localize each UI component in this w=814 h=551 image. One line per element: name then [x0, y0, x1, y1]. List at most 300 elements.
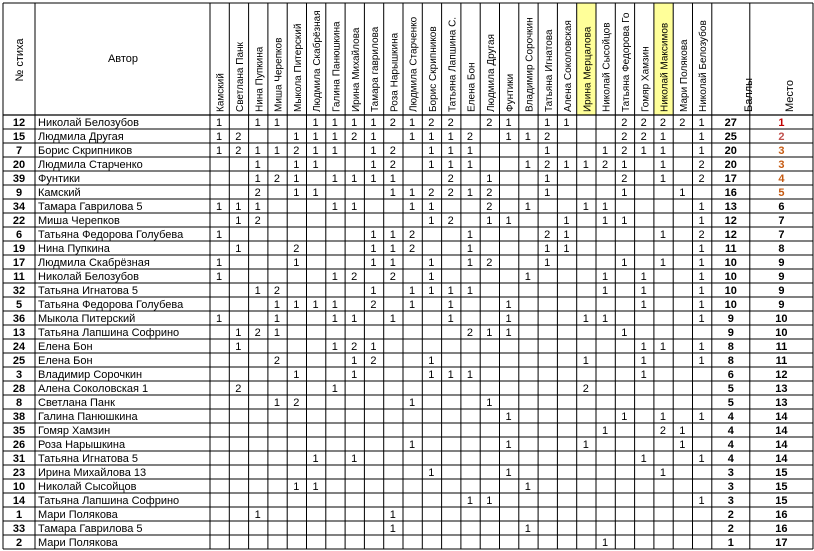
poem-number: 5 [15, 299, 23, 311]
author-name: Николай Сысойцов [38, 481, 137, 493]
judge-score: 1 [409, 187, 416, 199]
total-score: 3 [727, 481, 734, 493]
table-row [13, 243, 785, 255]
judge-score: 1 [312, 453, 319, 465]
table-row [13, 257, 785, 269]
table-row [16, 299, 785, 311]
judge-header: Ирина Михайлова [350, 27, 362, 112]
poem-number: 12 [12, 117, 26, 129]
judge-score: 2 [544, 159, 551, 171]
total-score: 5 [727, 397, 734, 409]
poem-number: 32 [12, 285, 26, 297]
judge-score: 2 [544, 229, 551, 241]
judge-score: 1 [331, 131, 338, 143]
judge-score: 2 [621, 131, 628, 143]
total-score: 8 [727, 355, 734, 367]
judge-score: 1 [428, 285, 435, 297]
total-score: 5 [727, 383, 734, 395]
poem-number: 11 [13, 271, 25, 283]
judge-score: 1 [698, 411, 705, 423]
poem-number: 19 [12, 243, 26, 255]
place-value: 9 [778, 285, 785, 297]
judge-score: 2 [428, 187, 435, 199]
judge-score: 1 [698, 355, 705, 367]
judge-header: Татьяна Игнатова [543, 29, 555, 112]
total-score: 4 [727, 453, 734, 465]
judge-score: 2 [389, 271, 396, 283]
judge-score: 1 [293, 173, 300, 185]
judge-score: 1 [370, 159, 377, 171]
judge-score: 1 [659, 159, 667, 171]
judge-score: 1 [331, 299, 338, 311]
judge-header: Камский [215, 73, 227, 112]
judge-score: 1 [698, 285, 705, 297]
judge-score: 1 [659, 145, 667, 157]
judge-score: 1 [640, 453, 647, 465]
place-value: 15 [775, 495, 788, 507]
author-name: Татьяна Игнатова 5 [38, 285, 138, 297]
place-value: 5 [778, 187, 785, 199]
judge-score: 1 [428, 271, 435, 283]
judge-score: 1 [293, 299, 300, 311]
judge-score: 1 [312, 299, 319, 311]
judge-score: 1 [698, 145, 705, 157]
place-value: 9 [778, 257, 785, 269]
judge-score: 1 [640, 271, 647, 283]
table-row [13, 411, 789, 423]
table-row [16, 397, 788, 409]
poem-number: 20 [12, 159, 26, 171]
judge-score: 1 [524, 523, 531, 535]
judge-score: 1 [216, 271, 223, 283]
total-score: 2 [727, 509, 734, 521]
data-rows [13, 117, 789, 549]
judge-score: 1 [698, 201, 705, 213]
total-score: 3 [727, 495, 734, 507]
judge-score: 1 [389, 523, 396, 535]
author-name: Людмила Другая [38, 131, 124, 143]
judge-score: 2 [235, 383, 242, 395]
total-score: 10 [724, 285, 737, 297]
judge-score: 1 [216, 131, 223, 143]
author-name: Алена Соколовская 1 [38, 383, 149, 395]
judge-score: 1 [409, 117, 416, 129]
judge-score: 1 [563, 215, 570, 227]
judge-score: 1 [389, 509, 396, 521]
table-row [13, 383, 788, 395]
judge-score: 1 [582, 201, 589, 213]
judge-score: 1 [331, 201, 338, 213]
judge-score: 1 [505, 327, 512, 339]
judge-score: 1 [466, 495, 474, 507]
author-name: Людмила Старченко [38, 159, 143, 171]
judge-score: 1 [389, 229, 396, 241]
judge-score: 1 [602, 313, 609, 325]
judge-score: 1 [524, 159, 531, 171]
judge-score: 2 [486, 201, 493, 213]
judge-score: 1 [293, 257, 300, 269]
judge-score: 1 [698, 453, 705, 465]
judge-score: 2 [466, 327, 474, 339]
judge-header: Татьяна Федорова Го [620, 12, 632, 112]
judge-score: 2 [602, 159, 609, 171]
place-value: 15 [775, 467, 788, 479]
judge-score: 2 [544, 131, 551, 143]
judge-score: 1 [466, 369, 474, 381]
table-row [13, 425, 789, 437]
judge-score: 1 [370, 341, 377, 353]
judge-score: 1 [331, 313, 338, 325]
place-value: 16 [775, 509, 788, 521]
author-name: Елена Бон [38, 341, 93, 353]
poem-number: 22 [12, 215, 26, 227]
author-name: Роза Нарышкина [38, 439, 126, 451]
judge-score: 2 [409, 229, 416, 241]
total-score: 11 [724, 243, 737, 255]
judge-score: 2 [621, 117, 628, 129]
place-value: 3 [778, 145, 785, 157]
poem-number: 28 [12, 383, 26, 395]
judge-score: 1 [293, 131, 300, 143]
place-value: 11 [775, 355, 788, 367]
judge-score: 1 [505, 411, 512, 423]
judge-score: 1 [254, 173, 261, 185]
total-score: 25 [724, 131, 737, 143]
judge-score: 1 [621, 215, 628, 227]
author-name: Борис Скрипников [38, 145, 133, 157]
judge-score: 1 [486, 173, 493, 185]
place-value: 1 [778, 117, 785, 129]
author-name: Мыкола Питерский [38, 313, 136, 325]
judge-header: Алена Соколовская [563, 20, 575, 112]
judge-score: 1 [273, 299, 281, 311]
author-name: Камский [38, 187, 81, 199]
judge-score: 2 [389, 159, 396, 171]
table-row [13, 327, 788, 339]
judge-score: 1 [312, 481, 319, 493]
author-name: Фунтики [38, 173, 81, 185]
judge-score: 1 [679, 439, 686, 451]
judge-score: 1 [370, 117, 377, 129]
judge-score: 1 [351, 453, 358, 465]
judge-score: 1 [254, 285, 261, 297]
judge-header: Светлана Панк [234, 42, 246, 112]
table-row [13, 495, 788, 507]
judge-score: 1 [409, 201, 416, 213]
table-row [13, 523, 788, 535]
judge-score: 1 [544, 187, 551, 199]
author-name: Татьяна Федорова Голубева [38, 299, 184, 311]
judge-score: 2 [293, 243, 300, 255]
poem-number: 38 [12, 411, 26, 423]
author-name: Ирина Михайлова 13 [38, 467, 147, 479]
judge-score: 1 [254, 201, 261, 213]
poem-number: 8 [15, 397, 23, 409]
author-name: Миша Черепков [38, 215, 120, 227]
judge-header: Людмила Другая [485, 34, 497, 112]
poem-number: 39 [12, 173, 26, 185]
judge-score: 1 [254, 117, 261, 129]
judge-score: 1 [698, 341, 705, 353]
place-value: 9 [778, 299, 785, 311]
judge-score: 1 [505, 313, 512, 325]
judge-score: 1 [428, 145, 435, 157]
judge-score: 1 [486, 495, 493, 507]
judge-score: 1 [351, 201, 358, 213]
judge-score: 2 [351, 131, 358, 143]
total-score: 13 [724, 201, 737, 213]
judge-score: 1 [409, 285, 416, 297]
judge-score: 2 [621, 173, 628, 185]
judge-score: 1 [698, 495, 705, 507]
judge-score: 1 [273, 145, 281, 157]
judge-score: 1 [389, 243, 396, 255]
judge-score: 1 [312, 187, 319, 199]
judge-score: 1 [698, 215, 705, 227]
judge-score: 2 [351, 341, 358, 353]
judge-header: Миша Черепков [273, 37, 285, 112]
judge-score: 1 [544, 173, 551, 185]
judge-score: 1 [698, 257, 705, 269]
judge-header: Борис Скрипников [427, 26, 439, 112]
total-score: 10 [724, 299, 737, 311]
judge-score: 1 [351, 369, 358, 381]
author-name: Гомяр Хамзин [38, 425, 111, 437]
judge-score: 1 [640, 299, 647, 311]
judge-score: 1 [602, 425, 609, 437]
total-score: 12 [724, 215, 737, 227]
judge-score: 1 [621, 187, 628, 199]
judge-header: Людмила Скабрёзная [312, 10, 324, 112]
judge-score: 2 [389, 145, 396, 157]
judge-score: 1 [582, 355, 589, 367]
judge-score: 1 [254, 145, 261, 157]
judge-score: 1 [466, 229, 474, 241]
judge-score: 1 [659, 467, 667, 479]
judge-score: 2 [409, 243, 416, 255]
place-value: 15 [775, 481, 788, 493]
judge-score: 1 [370, 173, 377, 185]
judge-header: Мыкола Питерский [292, 23, 304, 112]
judge-score: 2 [640, 117, 647, 129]
judge-score: 2 [235, 145, 242, 157]
place-value: 9 [778, 271, 785, 283]
judge-score: 2 [273, 173, 281, 185]
judge-score: 1 [216, 313, 223, 325]
judge-score: 1 [466, 145, 474, 157]
judge-score: 1 [409, 397, 416, 409]
judge-score: 1 [602, 537, 609, 549]
place-value: 8 [778, 243, 785, 255]
judge-score: 1 [602, 271, 609, 283]
judge-score: 1 [293, 187, 300, 199]
judge-score: 1 [505, 117, 512, 129]
poem-number: 31 [12, 453, 26, 465]
header-row [14, 10, 796, 112]
total-score: 27 [724, 117, 737, 129]
judge-score: 1 [621, 327, 628, 339]
judge-header: Елена Бон [466, 62, 478, 112]
judge-score: 2 [447, 173, 454, 185]
judge-score: 1 [428, 369, 435, 381]
judge-score: 1 [216, 257, 223, 269]
poem-number: 7 [15, 145, 23, 157]
poem-number: 26 [12, 439, 26, 451]
author-name: Татьяна Лапшина Софрино [38, 495, 180, 507]
judge-score: 1 [293, 481, 300, 493]
total-score: 10 [724, 257, 737, 269]
judge-score: 1 [563, 117, 570, 129]
judge-score: 1 [466, 187, 474, 199]
author-name: Николай Белозубов [38, 117, 139, 129]
judge-score: 1 [505, 131, 512, 143]
author-name: Елена Бон [38, 355, 93, 367]
judge-score: 1 [235, 243, 242, 255]
judge-score: 1 [370, 229, 377, 241]
table-row [13, 215, 785, 227]
judge-score: 1 [235, 215, 242, 227]
poem-number: 10 [12, 481, 26, 493]
author-name: Татьяна Лапшина Софрино [38, 327, 180, 339]
judge-header: Роза Нарышкина [389, 32, 401, 112]
poem-number: 9 [15, 187, 23, 199]
judge-score: 1 [505, 215, 512, 227]
judge-header: Николай Сысойцов [601, 22, 613, 112]
judge-score: 1 [524, 131, 531, 143]
judge-score: 1 [659, 341, 667, 353]
judge-score: 2 [447, 187, 454, 199]
judge-score: 1 [389, 173, 396, 185]
poem-number: 2 [15, 537, 23, 549]
judge-score: 2 [621, 145, 628, 157]
place-value: 7 [778, 215, 785, 227]
total-score: 20 [724, 159, 737, 171]
table-row [16, 537, 788, 549]
total-score: 1 [727, 537, 734, 549]
place-value: 3 [778, 159, 785, 171]
judge-header: Ирина Мерцалова [582, 26, 594, 112]
judge-score: 1 [486, 215, 493, 227]
judge-score: 1 [544, 243, 551, 255]
judge-score: 1 [640, 145, 647, 157]
judge-score: 1 [640, 369, 647, 381]
total-score: 9 [727, 313, 734, 325]
judge-headers [216, 10, 710, 112]
table-row [13, 467, 788, 479]
judge-score: 2 [389, 117, 396, 129]
table-row [13, 285, 785, 297]
judge-score: 1 [312, 117, 319, 129]
place-value: 14 [775, 439, 788, 451]
table-row [13, 453, 789, 465]
judge-header: Владимир Сорочкин [524, 17, 536, 112]
judge-score: 1 [505, 467, 512, 479]
place-value: 11 [775, 341, 788, 353]
table-row [16, 509, 788, 521]
total-score: 8 [727, 341, 734, 353]
judge-score: 1 [235, 201, 242, 213]
judge-score: 1 [331, 383, 338, 395]
judge-score: 1 [312, 131, 319, 143]
place-value: 13 [775, 383, 788, 395]
judge-header: Нина Пупкина [254, 46, 266, 112]
judge-score: 1 [447, 145, 454, 157]
table-row [13, 341, 787, 353]
judge-score: 1 [389, 257, 396, 269]
place-column-header: Место [784, 80, 796, 112]
table-row [16, 229, 785, 241]
poem-number: 24 [12, 341, 26, 353]
judge-score: 1 [640, 285, 647, 297]
judge-score: 1 [447, 159, 454, 171]
author-name: Владимир Сорочкин [38, 369, 143, 381]
table-row [13, 481, 788, 493]
total-score: 20 [724, 145, 737, 157]
judge-score: 1 [563, 229, 570, 241]
author-column-header: Автор [107, 53, 139, 65]
judge-score: 1 [563, 243, 570, 255]
judge-score: 1 [447, 131, 454, 143]
judge-score: 1 [466, 257, 474, 269]
judge-header: Мари Полякова [678, 39, 690, 112]
judge-score: 1 [524, 271, 531, 283]
judge-score: 2 [659, 425, 667, 437]
judge-score: 2 [370, 299, 377, 311]
table-row [16, 369, 788, 381]
total-score: 4 [727, 411, 734, 423]
judge-score: 2 [486, 257, 493, 269]
author-name: Светлана Панк [38, 397, 115, 409]
judge-score: 1 [582, 439, 589, 451]
judge-score: 2 [466, 131, 474, 143]
judge-header: Галина Панюшкина [331, 21, 343, 112]
author-name: Татьяна Федорова Голубева [38, 229, 184, 241]
judge-score: 2 [447, 117, 454, 129]
judge-score: 1 [447, 313, 454, 325]
judge-score: 1 [370, 285, 377, 297]
total-score: 6 [727, 369, 734, 381]
place-value: 12 [775, 369, 788, 381]
poem-number: 33 [12, 523, 26, 535]
judge-score: 1 [216, 229, 223, 241]
judge-score: 2 [640, 131, 647, 143]
judge-score: 1 [389, 187, 396, 199]
judge-score: 1 [505, 439, 512, 451]
author-name: Николай Белозубов [38, 271, 139, 283]
table-row [13, 159, 785, 171]
author-name: Тамара Гаврилова 5 [38, 201, 143, 213]
judge-score: 2 [698, 173, 705, 185]
judge-score: 2 [293, 397, 300, 409]
judge-score: 1 [602, 145, 609, 157]
poem-number: 1 [15, 509, 23, 521]
table-row [13, 201, 785, 213]
judge-score: 1 [370, 131, 377, 143]
judge-score: 1 [216, 201, 223, 213]
table-row [13, 355, 787, 367]
judge-score: 1 [447, 285, 454, 297]
judge-score: 1 [621, 257, 628, 269]
judge-score: 1 [544, 145, 551, 157]
poem-number: 15 [12, 131, 26, 143]
table-row [13, 117, 785, 129]
judge-score: 1 [659, 229, 667, 241]
judge-score: 1 [486, 397, 493, 409]
judge-score: 2 [273, 285, 281, 297]
judge-score: 1 [389, 313, 396, 325]
place-value: 14 [775, 453, 788, 465]
place-value: 16 [775, 523, 788, 535]
